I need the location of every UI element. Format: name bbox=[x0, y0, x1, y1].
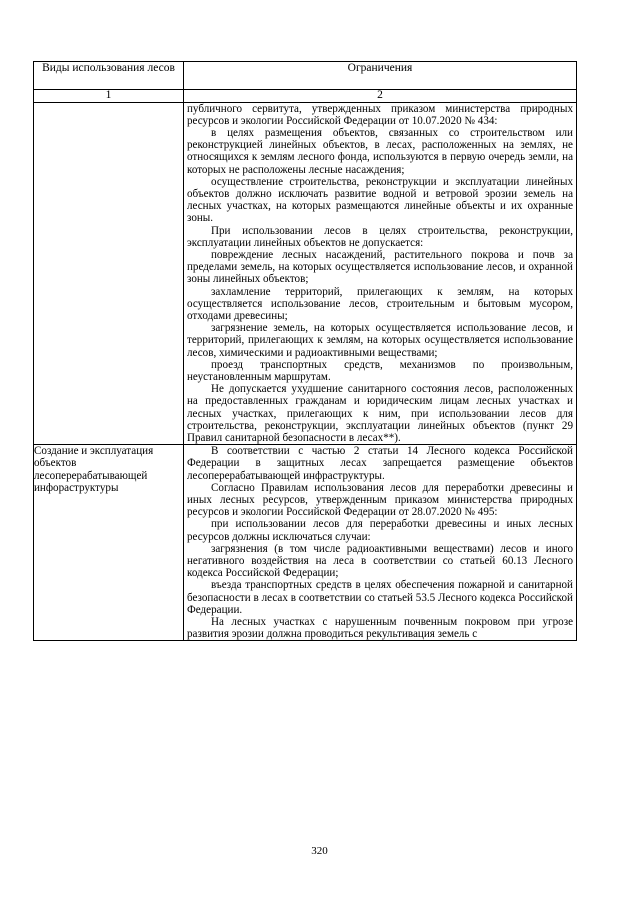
paragraph: повреждение лесных насаждений, растительного покрова и почв за пределами земель, на которых осуществляется использование лесов, и охранной зоны линейных объектов; bbox=[187, 248, 573, 286]
paragraph: Не допускается ухудшение санитарного состояния лесов, расположенных на предоставленных гражданам и юридическим лицам лесных участках и лесных участках, прилегающих к ним, при использовании лесов для строительства, реконструкции, эксплуатации линейных объектов (пункт 29 Правил санитарной безопасности в лесах**). bbox=[187, 383, 573, 444]
row1-restrictions bbox=[184, 102, 577, 445]
paragraph: загрязнения (в том числе радиоактивными веществами) лесов и иного негативного воздействия на леса в соответствии со статьей 60.13 Лесного кодекса Российской Федерации; bbox=[187, 542, 573, 580]
row1-forest-use-type bbox=[34, 102, 184, 445]
column-number-1: 1 bbox=[34, 90, 184, 103]
paragraph: загрязнение земель, на которых осуществляется использование лесов, и территорий, прилегающих к землям, на которых осуществляется использование лесов, химическими и радиоактивными веществами; bbox=[187, 322, 573, 359]
table-row bbox=[34, 102, 577, 445]
paragraph: захламление территорий, прилегающих к землям, на которых осуществляется использование лесов, строительным и бытовым мусором, отходами древесины; bbox=[187, 285, 573, 322]
page-number: 320 bbox=[311, 845, 328, 857]
table-row bbox=[34, 445, 577, 641]
paragraph: при использовании лесов для переработки древесины и иных лесных ресурсов должны исключаться случаи: bbox=[187, 518, 573, 543]
row2-restrictions bbox=[184, 445, 577, 641]
paragraph: проезд транспортных средств, механизмов по произвольным, неустановленным маршрутам. bbox=[187, 358, 573, 383]
restrictions-table bbox=[33, 61, 577, 641]
row2-forest-use-type: Создание и эксплуатация объектов лесоперерабатывающей инфораструктуры bbox=[34, 445, 184, 641]
column-number-2: 2 bbox=[184, 90, 577, 103]
paragraph: публичного сервитута, утвержденных приказом министерства природных ресурсов и экологии Российской Федерации от 10.07.2020 № 434: bbox=[187, 102, 573, 127]
column-number-row bbox=[34, 90, 577, 103]
paragraph: Согласно Правилам использования лесов для переработки древесины и иных лесных ресурсов, утвержденным приказом министерства природных ресурсов и экологии Российской Федерации от 28.07.2020 № 495: bbox=[187, 481, 573, 519]
table-header-row bbox=[34, 62, 577, 90]
paragraph: в целях размещения объектов, связанных со строительством или реконструкцией линейных объектов, в лесах, расположенных на землях, не относящихся к землям лесного фонда, используются в первую очередь земли, на которых не расположены лесные насаждения; bbox=[187, 126, 573, 176]
paragraph: При использовании лесов в целях строительства, реконструкции, эксплуатации линейных объектов не допускается: bbox=[187, 224, 573, 249]
paragraph: въезда транспортных средств в целях обеспечения пожарной и санитарной безопасности в лесах в соответствии со статьей 53.5 Лесного кодекса Российской Федерации. bbox=[187, 579, 573, 616]
paragraph: В соответствии с частью 2 статьи 14 Лесного кодекса Российской Федерации в защитных лесах запрещается размещение объектов лесоперерабатывающей инфраструктуры. bbox=[187, 445, 573, 482]
header-restrictions: Ограничения bbox=[184, 62, 577, 90]
paragraph: осуществление строительства, реконструкции и эксплуатации линейных объектов должно исключать развитие водной и ветровой эрозии земель на лесных участках, на которых размещаются линейные объекты и их охранные зоны. bbox=[187, 175, 573, 225]
paragraph: На лесных участках с нарушенным почвенным покровом при угрозе развития эрозии должна проводиться рекультивация земель с bbox=[187, 616, 573, 641]
header-forest-use-types: Виды использования лесов bbox=[34, 62, 184, 90]
